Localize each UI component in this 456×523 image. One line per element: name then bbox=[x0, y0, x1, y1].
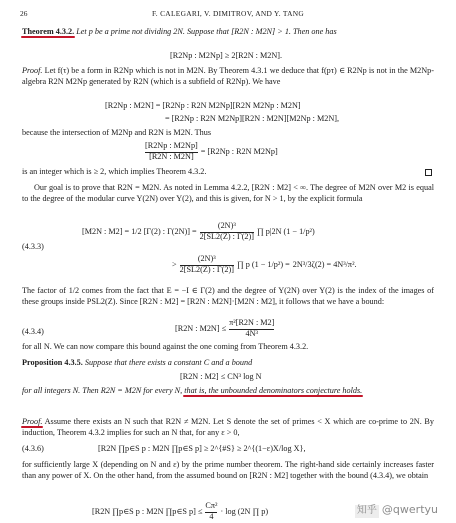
proof-label-2: Proof. bbox=[22, 417, 43, 426]
conjecture-underlined-text: that is, the unbounded denominators conjecture holds. bbox=[184, 386, 363, 395]
compare-paragraph: for all N. We can now compare this bound against the one coming from Theorem 4.3.2. bbox=[22, 342, 309, 351]
theorem-statement: Let p be a prime not dividing 2N. Suppose that [R2N : M2N] > 1. Then one has bbox=[76, 27, 337, 36]
proof-continuation: for sufficiently large X (depending on N and ε) by the prime number theorem. The right-hand side certainly increases faster than any power of X. On the other hand, from the assumed bound on [R2N : M2] together with the bound (4.3.4), we obtain bbox=[22, 460, 434, 480]
proof-equation-line-2: = [R2Np : R2N M2Np][R2N : M2N][M2Np : M2N], bbox=[165, 114, 340, 123]
equation-number-4-3-4: (4.3.4) bbox=[22, 327, 44, 336]
proposition-label: Proposition 4.3.5. bbox=[22, 358, 83, 367]
proof-intersection-text: because the intersection of M2Np and R2N is M2N. Thus bbox=[22, 128, 212, 137]
final-equation: [R2N ∏p∈S p : M2N ∏p∈S p] ≤ Cπ² 4 · log (2N ∏ p) bbox=[92, 501, 269, 522]
watermark-handle: @qwertyu bbox=[381, 503, 438, 517]
page-number: 26 bbox=[20, 9, 28, 18]
fraction-numerator: [R2Np : M2Np] bbox=[145, 141, 198, 150]
equation-4-3-4: [R2N : M2N] ≤ π²[R2N : M2] 4N³ bbox=[175, 318, 275, 339]
fraction-rhs: = [R2Np : R2N M2Np] bbox=[200, 146, 278, 156]
equation-4-3-3-line-2: > (2N)³ 2[SL2(Z) : Γ(2)] ∏ p (1 − 1/p²) = 2N³/3ζ(2) = 4N³/π². bbox=[172, 254, 357, 275]
proposition-statement: Suppose that there exists a constant C and a bound bbox=[84, 358, 253, 367]
qed-box bbox=[425, 169, 432, 176]
factor-paragraph: The factor of 1/2 comes from the fact that E = −I ∈ Γ(2) and the degree of Y(2N) over Y(2) is the index of the images of these groups inside PSL2(Z). Since [R2N : M2] = [R2N : M2N]·[M2N : M2], it follows that we have a bound: bbox=[22, 286, 434, 306]
proof-conclusion: is an integer which is ≥ 2, which implies Theorem 4.3.2. bbox=[22, 167, 207, 176]
proof-equation-line-1: [R2Np : M2N] = [R2Np : R2N M2Np][R2N M2Np : M2N] bbox=[105, 101, 301, 110]
proposition-4-3-5 bbox=[22, 358, 434, 369]
proof-4-3-2-paragraph bbox=[22, 66, 434, 87]
equation-number-4-3-6: (4.3.6) bbox=[22, 444, 44, 453]
theorem-display-equation: [R2Np : M2Np] ≥ 2[R2N : M2N]. bbox=[170, 51, 283, 60]
zhihu-logo: 知乎 bbox=[356, 505, 377, 517]
equation-4-3-6: [R2N ∏p∈S p : M2N ∏p∈S p] ≥ 2^{#S} ≥ 2^{(1−ε)X/log X}, bbox=[98, 444, 306, 453]
proposition-conclusion: for all integers N. Then R2N = M2N for every N, that is, the unbounded denominators conjecture holds. bbox=[22, 386, 363, 395]
theorem-label: Theorem 4.3.2. bbox=[22, 27, 75, 36]
watermark bbox=[355, 503, 438, 518]
proof-4-3-5-paragraph bbox=[22, 417, 434, 438]
theorem-4-3-2 bbox=[22, 27, 434, 38]
proof-text: Let f(τ) be a form in R2Np which is not in M2N. By Theorem 4.3.1 we deduce that f(pτ) ∈ R2Np is not in the M2Np-algebra R2N M2Np generated by R2N (which is a subfield of R2Np). We have bbox=[22, 66, 434, 86]
proposition-display-equation: [R2N : M2] ≤ CN³ log N bbox=[180, 372, 262, 381]
fraction-denominator: [R2N : M2N] bbox=[149, 152, 194, 162]
equation-number-4-3-3: (4.3.3) bbox=[22, 242, 44, 251]
equation-4-3-3-line-1: [M2N : M2] = 1/2 [Γ(2) : Γ(2N)] = (2N)³ 2[SL2(Z) : Γ(2)] ∏ p|2N (1 − 1/p²) bbox=[82, 221, 315, 242]
proof-label: Proof. bbox=[22, 66, 43, 75]
running-header bbox=[20, 9, 436, 19]
proof-fraction-equation bbox=[145, 141, 278, 163]
proof-text-2: Assume there exists an N such that R2N ≠ M2N. Let S denote the set of primes < X which are co-prime to 2N. By induction, Theorem 4.3.2 implies for such an N that, for any ε > 0, bbox=[22, 417, 434, 437]
goal-paragraph: Our goal is to prove that R2N = M2N. As noted in Lemma 4.2.2, [R2N : M2] < ∞. The degree of M2N over M2 is equal to the degree of the modular curve Y(2N) over Y(2), and this is given, for N > 1, by the explicit formula bbox=[22, 183, 434, 203]
author-line: F. CALEGARI, V. DIMITROV, AND Y. TANG bbox=[151, 9, 305, 18]
